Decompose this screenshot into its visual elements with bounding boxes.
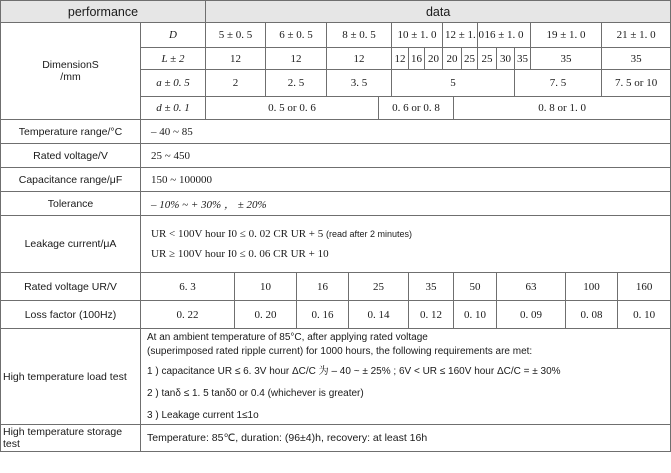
high-temp-storage-label: High temperature storage test [1,425,141,452]
d-value: 6 ± 0. 5 [266,23,327,48]
loss-factor-label: Loss factor (100Hz) [1,301,141,329]
ur-value: 35 [409,273,454,301]
header-row [1,1,671,23]
lead-value: 0. 6 or 0. 8 [379,97,454,120]
rated-voltage-row [1,144,671,168]
l-value: 30 [497,48,515,70]
high-temp-load-row [1,329,671,425]
d-value: 19 ± 1. 0 [531,23,602,48]
ur-value: 63 [497,273,566,301]
load-item2: 2 ) tanδ ≤ 1. 5 tanδ0 or 0.4 (whichever is greater) [147,387,364,399]
a-value: 2. 5 [266,70,327,97]
l-value: 35 [602,48,671,70]
loss-value: 0. 12 [409,301,454,329]
high-temp-storage-value: Temperature: 85℃, duration: (96±4)h, recovery: at least 16h [141,425,671,452]
loss-value: 0. 16 [297,301,349,329]
d-value: 10 ± 1. 0 [392,23,443,48]
l-value: 35 [515,48,531,70]
header-performance: performance [1,1,206,23]
l-value: 12 [266,48,327,70]
capacitance-row [1,168,671,192]
temperature-label: Temperature range/°C [1,120,141,144]
rated-voltage-value: 25 ~ 450 [141,144,671,168]
ur-value: 6. 3 [141,273,235,301]
ur-value: 16 [297,273,349,301]
d-value: 8 ± 0. 5 [327,23,392,48]
dim-symbol-lead: d ± 0. 1 [141,97,206,120]
load-item1: 1 ) capacitance UR ≤ 6. 3V hour ΔC/C 为 – 40 ~ ± 25% ; 6V < UR ≤ 160V hour ΔC/C = ± 30% [147,365,561,377]
load-intro-line2: (superimposed rated ripple current) for 1000 hours, the following requirements are met: [147,345,533,357]
tolerance-value: – 10% ~ + 30% ， ± 20% [141,192,671,216]
high-temp-load-label: High temperature load test [1,329,141,425]
a-value: 7. 5 or 10 [602,70,671,97]
ur-value: 160 [618,273,671,301]
a-value: 7. 5 [515,70,602,97]
tolerance-row [1,192,671,216]
leakage-formula1: UR < 100V hour I0 ≤ 0. 02 CR UR + 5 [151,228,324,240]
high-temp-storage-row [1,425,671,452]
voltage-ur-label: Rated voltage UR/V [1,273,141,301]
l-value: 25 [478,48,497,70]
ur-value: 50 [454,273,497,301]
tolerance-label: Tolerance [1,192,141,216]
ur-value: 100 [566,273,618,301]
capacitance-value: 150 ~ 100000 [141,168,671,192]
d-value: 21 ± 1. 0 [602,23,671,48]
header-data: data [206,1,671,23]
l-value: 12 [327,48,392,70]
l-value: 20 [425,48,443,70]
loss-value: 0. 10 [618,301,671,329]
leakage-formula2: UR ≥ 100V hour I0 ≤ 0. 06 CR UR + 10 [151,248,329,260]
rated-voltage-label: Rated voltage/V [1,144,141,168]
dim-symbol-l: L ± 2 [141,48,206,70]
l-value: 25 [462,48,478,70]
dim-row-d [1,23,671,48]
d-value: 5 ± 0. 5 [206,23,266,48]
temperature-row [1,120,671,144]
l-value: 12 [206,48,266,70]
dim-symbol-d: D [141,23,206,48]
d-value: 12 ± 1. 0 [443,23,478,48]
leakage-value [141,216,671,273]
lead-value: 0. 8 or 1. 0 [454,97,671,120]
loss-value: 0. 22 [141,301,235,329]
dim-symbol-a: a ± 0. 5 [141,70,206,97]
leakage-label: Leakage current/μA [1,216,141,273]
a-value: 3. 5 [327,70,392,97]
a-value: 5 [392,70,515,97]
lead-value: 0. 5 or 0. 6 [206,97,379,120]
a-value: 2 [206,70,266,97]
loss-value: 0. 20 [235,301,297,329]
loss-value: 0. 14 [349,301,409,329]
leakage-line1 [151,224,668,244]
dimensions-label-line2: /mm [60,71,81,83]
ur-value: 10 [235,273,297,301]
d-value: 16 ± 1. 0 [478,23,531,48]
loss-value: 0. 10 [454,301,497,329]
leakage-row [1,216,671,273]
voltage-ur-row [1,273,671,301]
loss-factor-row [1,301,671,329]
dimensions-label [1,23,141,120]
dimensions-label-line1: DimensionS [42,59,99,71]
high-temp-load-value [141,329,671,425]
ur-value: 25 [349,273,409,301]
l-value: 16 [409,48,425,70]
temperature-value: – 40 ~ 85 [141,120,671,144]
loss-value: 0. 09 [497,301,566,329]
load-intro-line1: At an ambient temperature of 85°C, after applying rated voltage [147,331,428,343]
l-value: 35 [531,48,602,70]
loss-value: 0. 08 [566,301,618,329]
l-value: 12 [392,48,409,70]
leakage-note: (read after 2 minutes) [326,229,413,239]
capacitance-label: Capacitance range/μF [1,168,141,192]
l-value: 20 [443,48,462,70]
load-item3: 3 ) Leakage current 1≤1o [147,409,259,421]
